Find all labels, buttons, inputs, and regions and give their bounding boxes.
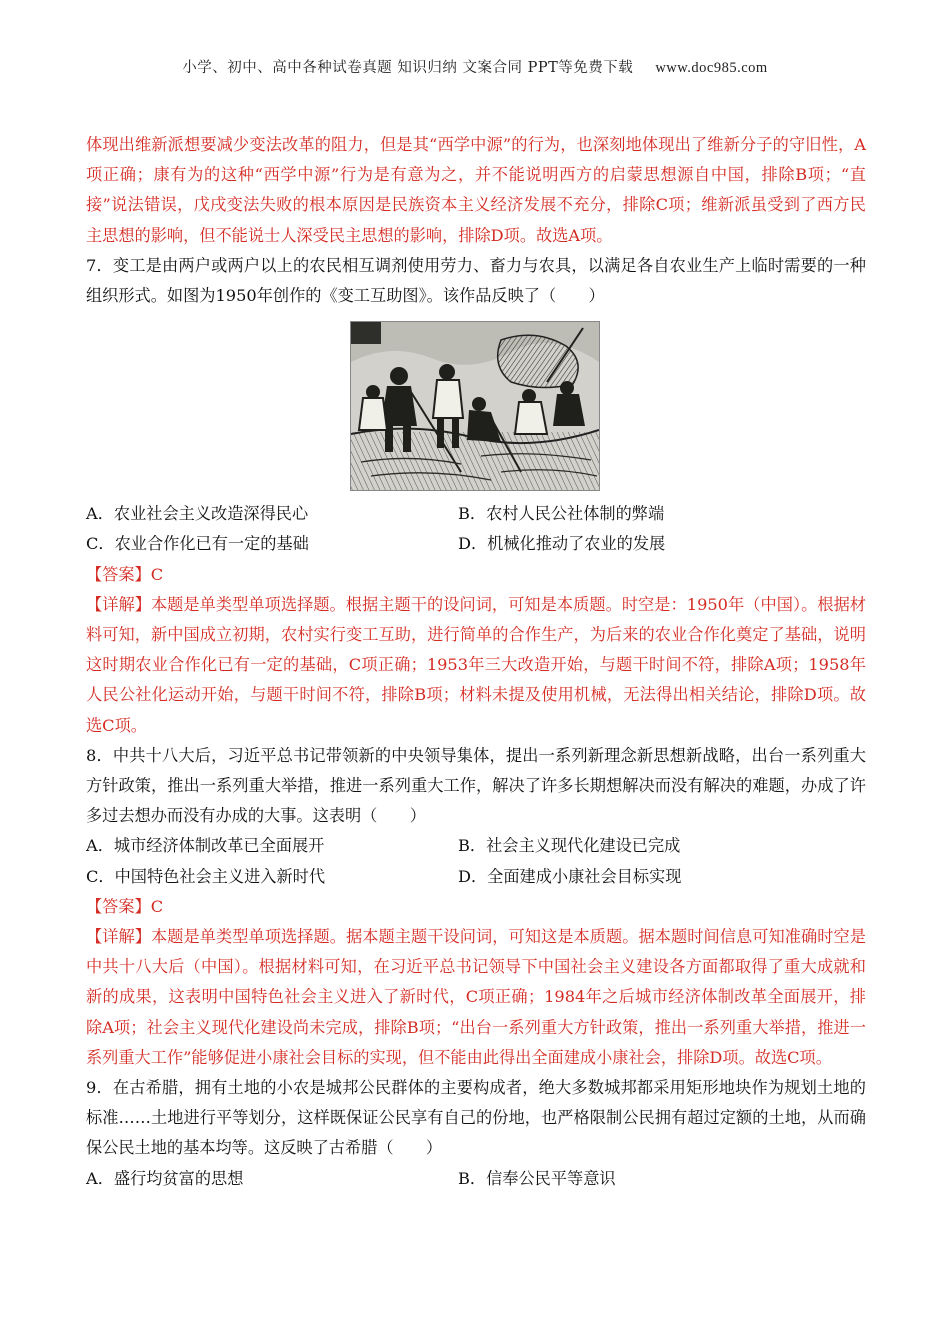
q8-answer: 【答案】C [86,896,164,916]
q8-explanation: 【详解】本题是单类型单项选择题。据本题主题干设问词，可知这是本质题。据本题时间信息可知准确时空是中共十八大后（中国）。根据材料可知，在习近平总书记领导下中国社会主义建设各方面都取得了重大成就和新的成果，这表明中国特色社会主义进入了新时代，C项正确；1984年之后城市经济体制改革全面展开，排除A项；社会主义现代化建设尚未完成，排除B项；“出台一系列重大方针政策，推出一系列重大举措，推进一系列重大工作”能够促进小康社会目标的实现，但不能由此得出全面建成小康社会，排除D项。故选C项。 [86,927,866,1067]
woodcut-illustration-art [351,322,599,490]
q7-options [86,499,866,559]
woodcut-illustration [350,321,600,491]
prev-explanation: 体现出维新派想要减少变法改革的阻力，但是其“西学中源”的行为，也深刻地体现出了维新分子的守旧性，A项正确；康有为的这种“西学中源”行为是有意为之，并不能说明西方的启蒙思想源自中国，排除B项；“直接”说法错误，戊戌变法失败的根本原因是民族资本主义经济发展不充分，排除C项；维新派虽受到了西方民主思想的影响，但不能说士人深受民主思想的影响，排除D项。故选A项。 [86,135,866,245]
q8-option-c[interactable]: C．中国特色社会主义进入新时代 [86,866,326,886]
q8-stem: 8．中共十八大后，习近平总书记带领新的中央领导集体，提出一系列新理念新思想新战略，出台一系列重大方针政策，推出一系列重大举措，推进一系列重大工作，解决了许多长期想解决而没有解决的难题，办成了许多过去想办而没有办成的大事。这表明（ ） [86,745,866,826]
q7-option-d[interactable]: D．机械化推动了农业的发展 [458,534,666,554]
q9-option-a[interactable]: A．盛行均贫富的思想 [86,1168,244,1188]
header-text: 小学、初中、高中各种试卷真题 知识归纳 文案合同 PPT等免费下载 [182,60,634,76]
header-site-link[interactable]: www.doc985.com [655,60,768,76]
q7-option-a[interactable]: A．农业社会主义改造深得民心 [86,504,309,524]
q7-option-c[interactable]: C．农业合作化已有一定的基础 [86,534,309,554]
q8-option-d[interactable]: D．全面建成小康社会目标实现 [458,866,682,886]
q8-option-a[interactable]: A．城市经济体制改革已全面展开 [86,836,325,856]
q9-option-b[interactable]: B．信奉公民平等意识 [458,1168,616,1188]
page-header [0,56,950,77]
document-body [86,130,866,1194]
q8-option-b[interactable]: B．社会主义现代化建设已完成 [458,836,681,856]
q7-explanation: 【详解】本题是单类型单项选择题。根据主题干的设问词，可知是本质题。时空是：1950年（中国）。根据材料可知，新中国成立初期，农村实行变工互助，进行简单的合作生产，为后来的农业合作化奠定了基础，说明这时期农业合作化已有一定的基础，C项正确；1953年三大改造开始，与题干时间不符，排除A项；1958年人民公社化运动开始，与题干时间不符，排除B项；材料未提及使用机械，无法得出相关结论，排除D项。故选C项。 [86,594,866,735]
q7-figure-wrap [86,321,866,491]
q9-stem: 9．在古希腊，拥有土地的小农是城邦公民群体的主要构成者，绝大多数城邦都采用矩形地块作为规划土地的标准……土地进行平等划分，这样既保证公民享有自己的份地，也严格限制公民拥有超过定额的土地，从而确保公民土地的基本均等。这反映了古希腊（ ） [86,1078,866,1158]
q7-stem: 7．变工是由两户或两户以上的农民相互调剂使用劳力、畜力与农具，以满足各自农业生产上临时需要的一种组织形式。如图为1950年创作的《变工互助图》。该作品反映了（ ） [86,255,866,306]
q9-options [86,1164,866,1194]
q7-option-b[interactable]: B．农村人民公社体制的弊端 [458,504,665,524]
q7-answer: 【答案】C [86,564,164,584]
q8-options [86,831,866,891]
